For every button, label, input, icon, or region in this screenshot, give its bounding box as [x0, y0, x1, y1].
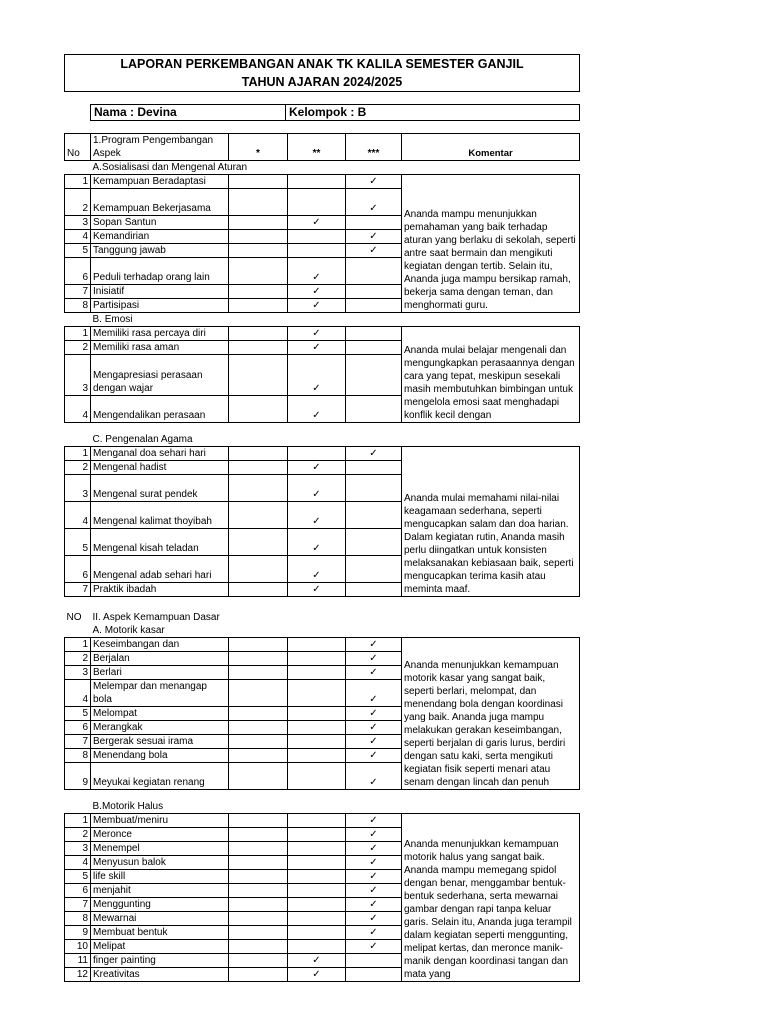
rating-3-cell: ✓	[346, 828, 402, 842]
item-number: 2	[65, 341, 91, 355]
rating-3-cell	[346, 968, 402, 982]
rating-1-cell	[229, 230, 288, 244]
item-label: Memiliki rasa percaya diri	[91, 327, 229, 341]
rating-2-cell: ✓	[288, 327, 346, 341]
table-row	[65, 175, 580, 189]
spacer-row	[65, 423, 580, 434]
rating-1-cell	[229, 638, 288, 652]
item-label: Sopan Santun	[91, 216, 229, 230]
rating-2-cell	[288, 763, 346, 790]
item-label: Menggunting	[91, 898, 229, 912]
rating-3-cell: ✓	[346, 870, 402, 884]
rating-1-cell	[229, 447, 288, 461]
rating-2-cell	[288, 230, 346, 244]
rating-1-cell	[229, 954, 288, 968]
item-number: 5	[65, 529, 91, 556]
item-label: Keseimbangan dan	[91, 638, 229, 652]
rating-1-cell	[229, 735, 288, 749]
section-title: A.Sosialisasi dan Mengenal Aturan	[92, 162, 248, 173]
rating-3-cell	[346, 502, 402, 529]
rating-3-cell	[346, 355, 402, 396]
item-number: 6	[65, 721, 91, 735]
header-row	[65, 134, 580, 161]
rating-3-cell: ✓	[346, 749, 402, 763]
item-number: 9	[65, 763, 91, 790]
rating-3-cell: ✓	[346, 884, 402, 898]
rating-1-cell	[229, 828, 288, 842]
item-label: Kemandirian	[91, 230, 229, 244]
item-number: 6	[65, 556, 91, 583]
table-row	[65, 814, 580, 828]
report-title-box	[64, 54, 580, 92]
rating-2-cell: ✓	[288, 216, 346, 230]
rating-1-cell	[229, 461, 288, 475]
item-label: Melompat	[91, 707, 229, 721]
item-label: Berjalan	[91, 652, 229, 666]
item-number: 2	[65, 461, 91, 475]
rating-2-cell	[288, 666, 346, 680]
section-title-row	[65, 161, 580, 175]
rating-2-cell: ✓	[288, 954, 346, 968]
section-title-row	[65, 611, 580, 624]
item-number: 2	[65, 652, 91, 666]
header-program: 1.Program Pengembangan Aspek	[91, 134, 229, 161]
rating-3-cell: ✓	[346, 244, 402, 258]
item-number: 5	[65, 244, 91, 258]
comment-cell: Ananda menunjukkan kemampuan motorik halus yang sangat baik. Ananda mampu memegang spidol dengan benar, menggambar bentuk-bentuk sederhana, serta mewarnai gambar dengan rapi tanpa keluar garis. Selain itu, Ananda juga terampil dalam kegiatan seperti menggunting, melipat kertas, dan meronce manik-manik dengan koordinasi tangan dan mata yang	[402, 814, 580, 982]
rating-1-cell	[229, 175, 288, 189]
item-number: 4	[65, 856, 91, 870]
rating-2-cell	[288, 926, 346, 940]
section-title-row	[65, 433, 580, 447]
rating-3-cell: ✓	[346, 447, 402, 461]
rating-3-cell: ✓	[346, 638, 402, 652]
rating-3-cell	[346, 954, 402, 968]
rating-3-cell: ✓	[346, 175, 402, 189]
header-rating-3: ***	[346, 134, 402, 161]
item-number: 3	[65, 216, 91, 230]
item-number: 8	[65, 912, 91, 926]
rating-3-cell	[346, 583, 402, 597]
rating-2-cell	[288, 912, 346, 926]
rating-3-cell: ✓	[346, 230, 402, 244]
rating-1-cell	[229, 396, 288, 423]
rating-2-cell	[288, 735, 346, 749]
item-number: 12	[65, 968, 91, 982]
rating-1-cell	[229, 556, 288, 583]
rating-2-cell	[288, 175, 346, 189]
rating-2-cell	[288, 189, 346, 216]
rating-2-cell	[288, 244, 346, 258]
comment-cell: Ananda menunjukkan kemampuan motorik kasar yang sangat baik, seperti berlari, melompat, dan menendang bola dengan koordinasi yang baik. Ananda juga mampu melakukan gerakan keseimbangan, seperti berjalan di garis lurus, berdiri dengan satu kaki, serta mengikuti kegiatan fisik seperti menari atau senam dengan lincah dan penuh	[402, 638, 580, 790]
rating-1-cell	[229, 870, 288, 884]
rating-1-cell	[229, 842, 288, 856]
rating-1-cell	[229, 244, 288, 258]
section-no-label	[65, 161, 91, 175]
item-number: 1	[65, 447, 91, 461]
rating-1-cell	[229, 680, 288, 707]
rating-1-cell	[229, 749, 288, 763]
rating-3-cell	[346, 461, 402, 475]
rating-1-cell	[229, 355, 288, 396]
section-no-label	[65, 433, 91, 447]
item-label: Mengapresiasi perasaan dengan wajar	[91, 355, 229, 396]
item-number: 9	[65, 926, 91, 940]
item-label: Mengendalikan perasaan	[91, 396, 229, 423]
section-title: B. Emosi	[92, 314, 133, 325]
item-number: 3	[65, 666, 91, 680]
rating-3-cell: ✓	[346, 707, 402, 721]
rating-2-cell	[288, 638, 346, 652]
item-number: 8	[65, 299, 91, 313]
item-number: 2	[65, 189, 91, 216]
rating-3-cell	[346, 258, 402, 285]
item-label: Menempel	[91, 842, 229, 856]
rating-1-cell	[229, 707, 288, 721]
rating-1-cell	[229, 258, 288, 285]
section-no-label	[65, 313, 91, 327]
item-number: 7	[65, 285, 91, 299]
rating-2-cell	[288, 652, 346, 666]
rating-2-cell: ✓	[288, 556, 346, 583]
rating-3-cell	[346, 216, 402, 230]
rating-2-cell	[288, 870, 346, 884]
rating-3-cell	[346, 327, 402, 341]
rating-3-cell: ✓	[346, 814, 402, 828]
item-label: Bergerak sesuai irama	[91, 735, 229, 749]
rating-3-cell: ✓	[346, 926, 402, 940]
item-label: Berlari	[91, 666, 229, 680]
rating-2-cell	[288, 940, 346, 954]
item-label: Meronce	[91, 828, 229, 842]
table-row	[65, 327, 580, 341]
rating-3-cell	[346, 285, 402, 299]
item-number: 7	[65, 898, 91, 912]
item-label: Menyusun balok	[91, 856, 229, 870]
rating-3-cell	[346, 529, 402, 556]
rating-2-cell	[288, 707, 346, 721]
rating-1-cell	[229, 502, 288, 529]
item-label: Mewarnai	[91, 912, 229, 926]
comment-cell: Ananda mulai belajar mengenali dan mengungkapkan perasaannya dengan cara yang tepat, meskipun sesekali masih membutuhkan bimbingan untuk mengelola emosi saat menghadapi konflik kecil dengan	[402, 327, 580, 423]
item-label: Mengenal adab sehari hari	[91, 556, 229, 583]
item-label: Melipat	[91, 940, 229, 954]
rating-2-cell	[288, 680, 346, 707]
rating-2-cell: ✓	[288, 461, 346, 475]
rating-3-cell: ✓	[346, 721, 402, 735]
section-title-row	[65, 624, 580, 638]
rating-1-cell	[229, 299, 288, 313]
item-label: Menganal doa sehari hari	[91, 447, 229, 461]
item-label: Mengenal kalimat thoyibah	[91, 502, 229, 529]
assessment-table	[64, 133, 580, 982]
item-number: 2	[65, 828, 91, 842]
rating-2-cell	[288, 884, 346, 898]
item-label: Praktik ibadah	[91, 583, 229, 597]
rating-3-cell: ✓	[346, 189, 402, 216]
item-number: 4	[65, 230, 91, 244]
rating-3-cell: ✓	[346, 842, 402, 856]
rating-2-cell	[288, 814, 346, 828]
rating-2-cell: ✓	[288, 355, 346, 396]
item-number: 11	[65, 954, 91, 968]
item-label: Membuat bentuk	[91, 926, 229, 940]
rating-2-cell	[288, 749, 346, 763]
rating-2-cell	[288, 856, 346, 870]
section-no-label	[65, 800, 91, 814]
student-group: Kelompok : B	[289, 105, 367, 119]
spacer-cell	[65, 423, 580, 434]
section-title-row	[65, 313, 580, 327]
item-label: Membuat/meniru	[91, 814, 229, 828]
item-number: 4	[65, 680, 91, 707]
rating-3-cell: ✓	[346, 680, 402, 707]
section-title: B.Motorik Halus	[92, 801, 164, 812]
rating-2-cell: ✓	[288, 258, 346, 285]
rating-1-cell	[229, 856, 288, 870]
rating-3-cell: ✓	[346, 856, 402, 870]
rating-3-cell: ✓	[346, 652, 402, 666]
rating-1-cell	[229, 814, 288, 828]
rating-3-cell	[346, 475, 402, 502]
spacer-row	[65, 597, 580, 612]
item-number: 1	[65, 327, 91, 341]
section-no-label: NO	[66, 612, 82, 623]
rating-2-cell	[288, 842, 346, 856]
item-label: Mengenal hadist	[91, 461, 229, 475]
rating-1-cell	[229, 475, 288, 502]
item-label: Meyukai kegiatan renang	[91, 763, 229, 790]
item-number: 3	[65, 842, 91, 856]
header-no: No	[65, 134, 91, 161]
rating-3-cell	[346, 556, 402, 583]
rating-3-cell	[346, 341, 402, 355]
rating-3-cell: ✓	[346, 666, 402, 680]
rating-1-cell	[229, 940, 288, 954]
rating-3-cell: ✓	[346, 735, 402, 749]
header-rating-2: **	[288, 134, 346, 161]
item-number: 6	[65, 884, 91, 898]
rating-2-cell: ✓	[288, 475, 346, 502]
item-number: 1	[65, 175, 91, 189]
item-label: Memiliki rasa aman	[91, 341, 229, 355]
item-number: 4	[65, 396, 91, 423]
rating-2-cell: ✓	[288, 341, 346, 355]
item-number: 5	[65, 707, 91, 721]
rating-1-cell	[229, 666, 288, 680]
item-label: Partisipasi	[91, 299, 229, 313]
header-rating-1: *	[229, 134, 288, 161]
item-label: Merangkak	[91, 721, 229, 735]
rating-1-cell	[229, 763, 288, 790]
rating-2-cell: ✓	[288, 968, 346, 982]
item-number: 1	[65, 814, 91, 828]
item-label: Kemampuan Beradaptasi	[91, 175, 229, 189]
rating-1-cell	[229, 898, 288, 912]
spacer-row	[65, 790, 580, 801]
item-number: 4	[65, 502, 91, 529]
rating-2-cell	[288, 828, 346, 842]
item-number: 6	[65, 258, 91, 285]
comment-cell: Ananda mampu menunjukkan pemahaman yang baik terhadap aturan yang berlaku di sekolah, seperti antre saat bermain dan mengikuti kegiatan dengan tertib. Selain itu, Ananda juga mampu bersikap ramah, bekerja sama dengan teman, dan menghormati guru.	[402, 175, 580, 313]
item-number: 3	[65, 355, 91, 396]
rating-1-cell	[229, 529, 288, 556]
rating-2-cell	[288, 447, 346, 461]
item-label: Peduli terhadap orang lain	[91, 258, 229, 285]
student-info-box	[90, 104, 580, 121]
rating-1-cell	[229, 926, 288, 940]
item-label: Mengenal surat pendek	[91, 475, 229, 502]
rating-2-cell: ✓	[288, 583, 346, 597]
rating-2-cell	[288, 898, 346, 912]
rating-3-cell	[346, 396, 402, 423]
rating-1-cell	[229, 583, 288, 597]
report-title-line1: LAPORAN PERKEMBANGAN ANAK TK KALILA SEMESTER GANJIL	[120, 57, 524, 71]
rating-1-cell	[229, 721, 288, 735]
rating-1-cell	[229, 327, 288, 341]
spacer-cell	[65, 790, 580, 801]
header-komentar: Komentar	[402, 134, 580, 161]
item-number: 5	[65, 870, 91, 884]
rating-1-cell	[229, 652, 288, 666]
item-label: Tanggung jawab	[91, 244, 229, 258]
section-title: II. Aspek Kemampuan Dasar	[92, 612, 220, 623]
item-label: finger painting	[91, 954, 229, 968]
item-label: Mengenal kisah teladan	[91, 529, 229, 556]
rating-1-cell	[229, 884, 288, 898]
item-label: life skill	[91, 870, 229, 884]
table-row	[65, 447, 580, 461]
rating-2-cell: ✓	[288, 502, 346, 529]
section-no-label	[65, 624, 91, 638]
rating-3-cell: ✓	[346, 912, 402, 926]
rating-2-cell: ✓	[288, 299, 346, 313]
rating-1-cell	[229, 189, 288, 216]
item-number: 7	[65, 735, 91, 749]
item-label: Kemampuan Bekerjasama	[91, 189, 229, 216]
rating-2-cell: ✓	[288, 529, 346, 556]
table-row	[65, 638, 580, 652]
rating-1-cell	[229, 341, 288, 355]
item-number: 8	[65, 749, 91, 763]
spacer-cell	[65, 597, 580, 612]
rating-2-cell	[288, 721, 346, 735]
rating-3-cell	[346, 299, 402, 313]
item-number: 3	[65, 475, 91, 502]
section-title: A. Motorik kasar	[92, 625, 165, 636]
item-label: menjahit	[91, 884, 229, 898]
rating-1-cell	[229, 968, 288, 982]
section-title-row	[65, 800, 580, 814]
section-title: C. Pengenalan Agama	[92, 434, 193, 445]
rating-1-cell	[229, 285, 288, 299]
rating-2-cell: ✓	[288, 285, 346, 299]
rating-3-cell: ✓	[346, 940, 402, 954]
rating-3-cell: ✓	[346, 898, 402, 912]
item-label: Inisiatif	[91, 285, 229, 299]
item-label: Kreativitas	[91, 968, 229, 982]
item-label: Melempar dan menangap bola	[91, 680, 229, 707]
student-name: Nama : Devina	[94, 105, 177, 119]
rating-3-cell: ✓	[346, 763, 402, 790]
rating-2-cell: ✓	[288, 396, 346, 423]
item-number: 10	[65, 940, 91, 954]
item-number: 1	[65, 638, 91, 652]
item-number: 7	[65, 583, 91, 597]
report-title-line2: TAHUN AJARAN 2024/2025	[241, 75, 403, 89]
item-label: Menendang bola	[91, 749, 229, 763]
rating-1-cell	[229, 912, 288, 926]
comment-cell: Ananda mulai memahami nilai-nilai keagamaan sederhana, seperti mengucapkan salam dan doa harian. Dalam kegiatan rutin, Ananda masih perlu diingatkan untuk konsisten melaksanakan kebiasaan baik, seperti mengucapkan terima kasih atau meminta maaf.	[402, 447, 580, 597]
rating-1-cell	[229, 216, 288, 230]
